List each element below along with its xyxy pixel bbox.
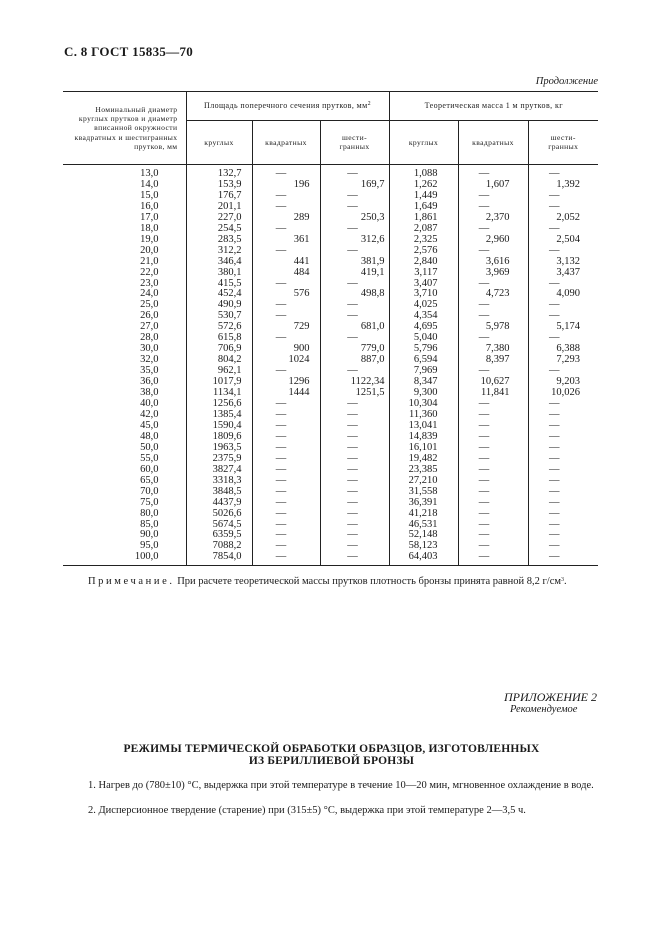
table-cell: — [252, 399, 320, 410]
table-cell: 75,0 [63, 498, 186, 509]
table-cell: — [458, 191, 528, 202]
table-cell: 5,978 [458, 322, 528, 333]
table-cell: — [320, 432, 389, 443]
table-cell: 312,6 [320, 235, 389, 246]
subheader-mass-hex-text: шести- гранных [548, 133, 579, 152]
subheader-area-hex [320, 120, 389, 164]
table-cell: — [252, 410, 320, 421]
table-cell: — [458, 421, 528, 432]
table-cell: — [458, 530, 528, 541]
table-cell: 42,0 [63, 410, 186, 421]
table-cell: — [549, 398, 560, 410]
table-cell: 7854,0 [186, 552, 252, 565]
table-cell: — [252, 421, 320, 432]
table-cell: 1963,5 [186, 443, 252, 454]
table-cell: — [549, 200, 560, 212]
table-cell: 484 [252, 268, 320, 279]
table-cell: — [549, 518, 560, 530]
table-cell: — [549, 277, 560, 289]
table-cell: 6359,5 [186, 530, 252, 541]
table-cell: 4437,9 [186, 498, 252, 509]
table-cell: 196 [252, 180, 320, 191]
table-row [63, 257, 598, 268]
table-cell: 80,0 [63, 509, 186, 520]
table-cell: — [320, 191, 389, 202]
table-cell: — [458, 165, 528, 180]
table-cell: 16,0 [63, 202, 186, 213]
table-cell: 1017,9 [186, 377, 252, 388]
table-cell: 18,0 [63, 224, 186, 235]
paragraph-item-2: 2. Дисперсионное твердение (старение) при (315±5) °С, выдержка при этой температуре 2—3,5 ч. [88, 805, 526, 816]
table-cell: 6,388 [556, 343, 581, 355]
table-cell: 27,0 [63, 322, 186, 333]
table-cell: 419,1 [320, 268, 389, 279]
table-row [63, 509, 598, 520]
note-superscript: 3 [561, 577, 565, 583]
table-cell: 14,839 [389, 432, 458, 443]
table-cell: 25,0 [63, 300, 186, 311]
table-cell: 1385,4 [186, 410, 252, 421]
table-cell: 706,9 [186, 344, 252, 355]
table-cell: — [320, 465, 389, 476]
table-cell: 10,627 [458, 377, 528, 388]
table-cell: — [458, 454, 528, 465]
note-text: При расчете теоретической массы прутков плотность бронзы принята равной 8,2 г/см [174, 576, 562, 587]
table-cell: 3,437 [556, 266, 581, 278]
table-cell: 5,040 [389, 333, 458, 344]
table-cell: — [458, 498, 528, 509]
table-body [63, 165, 598, 566]
note-end: . [564, 576, 567, 587]
table-cell: — [320, 165, 389, 180]
table-cell: — [320, 530, 389, 541]
subheader-area-square: квадратных [252, 120, 320, 164]
table-cell: 415,5 [186, 279, 252, 290]
table-cell: — [549, 189, 560, 201]
table-cell: — [252, 279, 320, 290]
table-cell: 4,354 [389, 311, 458, 322]
table-cell: — [458, 552, 528, 565]
table-cell: — [549, 419, 560, 431]
table-cell: 55,0 [63, 454, 186, 465]
table-cell: — [549, 222, 560, 234]
table-cell: 176,7 [186, 191, 252, 202]
table-cell: 100,0 [63, 552, 186, 565]
table-cell: 4,025 [389, 300, 458, 311]
table-cell: 7,380 [458, 344, 528, 355]
table-cell: 41,218 [389, 509, 458, 520]
table-cell: — [458, 443, 528, 454]
table-cell: 441 [252, 257, 320, 268]
table-cell: 27,210 [389, 476, 458, 487]
table-cell: — [458, 224, 528, 235]
table-cell: 8,347 [389, 377, 458, 388]
table-cell: — [458, 509, 528, 520]
table-cell: 46,531 [389, 520, 458, 531]
table-cell: 452,4 [186, 289, 252, 300]
table-cell: 3,710 [389, 289, 458, 300]
table-cell: — [458, 333, 528, 344]
table-cell: — [458, 202, 528, 213]
table-cell: 23,0 [63, 279, 186, 290]
table-cell: 16,101 [389, 443, 458, 454]
table-cell: — [252, 311, 320, 322]
table-cell: 38,0 [63, 388, 186, 399]
table-cell: 40,0 [63, 399, 186, 410]
table-cell: 6,594 [389, 355, 458, 366]
table-cell: 10,026 [551, 387, 581, 399]
table-cell: 52,148 [389, 530, 458, 541]
table-cell: — [252, 246, 320, 257]
table-cell: 13,041 [389, 421, 458, 432]
table-cell: — [549, 507, 560, 519]
page-header: С. 8 ГОСТ 15835—70 [64, 44, 194, 59]
table-cell: 1,262 [389, 180, 458, 191]
subheader-area-round: круглых [186, 120, 252, 164]
table-cell: — [549, 408, 560, 420]
table-cell: 11,841 [458, 388, 528, 399]
section-heading-line2: ИЗ БЕРИЛЛИЕВОЙ БРОНЗЫ [248, 755, 415, 767]
table-cell: — [549, 540, 560, 552]
table-cell: 9,300 [389, 388, 458, 399]
table-cell: — [320, 476, 389, 487]
table-cell: — [458, 279, 528, 290]
table-cell: — [320, 311, 389, 322]
table-row [63, 552, 598, 565]
table-cell: 2375,9 [186, 454, 252, 465]
table-cell: 45,0 [63, 421, 186, 432]
table-cell: 13,0 [63, 165, 186, 180]
table-cell: 64,403 [389, 552, 458, 565]
table-cell: — [320, 552, 389, 565]
table-cell: — [320, 366, 389, 377]
section-heading [64, 743, 599, 767]
table-cell: — [320, 246, 389, 257]
table-cell: 250,3 [320, 213, 389, 224]
subheader-mass-hex [528, 120, 598, 164]
table-cell: 90,0 [63, 530, 186, 541]
table-cell: 50,0 [63, 443, 186, 454]
table-cell: 48,0 [63, 432, 186, 443]
table-cell: 26,0 [63, 311, 186, 322]
table-cell: — [252, 530, 320, 541]
table-cell: — [252, 191, 320, 202]
table-cell: 23,385 [389, 465, 458, 476]
table-cell: 2,052 [556, 211, 581, 223]
table-cell: 381,9 [320, 257, 389, 268]
continuation-label: Продолжение [535, 76, 598, 87]
table-cell: 35,0 [63, 366, 186, 377]
table-row [63, 498, 598, 509]
table-cell: — [458, 487, 528, 498]
table-row [63, 165, 598, 180]
table-cell: — [320, 224, 389, 235]
table-row [63, 246, 598, 257]
table-cell: 5,796 [389, 344, 458, 355]
table-cell: 1251,5 [320, 388, 389, 399]
table-cell: — [320, 300, 389, 311]
table-cell: — [458, 465, 528, 476]
table-cell: 14,0 [63, 180, 186, 191]
table-cell: 2,087 [389, 224, 458, 235]
table-cell: 24,0 [63, 289, 186, 300]
table-cell: 1590,4 [186, 421, 252, 432]
table-cell: 10,304 [389, 399, 458, 410]
table-cell: 95,0 [63, 541, 186, 552]
table-cell: 4,695 [389, 322, 458, 333]
subheader-mass-square: квадратных [458, 120, 528, 164]
table-cell: 22,0 [63, 268, 186, 279]
table-cell: — [320, 520, 389, 531]
table-note [88, 576, 567, 587]
table-cell: 17,0 [63, 213, 186, 224]
table-cell: 1,392 [556, 178, 581, 190]
table-row [63, 476, 598, 487]
table-cell: — [252, 224, 320, 235]
table-cell: 19,482 [389, 454, 458, 465]
table-cell: 8,397 [458, 355, 528, 366]
table-cell: — [252, 333, 320, 344]
table-cell: 132,7 [186, 165, 252, 180]
table-cell: 60,0 [63, 465, 186, 476]
table-cell: — [549, 244, 560, 256]
table-cell: 1122,34 [320, 377, 389, 388]
table-cell: — [458, 300, 528, 311]
table-cell: 312,2 [186, 246, 252, 257]
table-cell: — [320, 498, 389, 509]
table-cell: 36,0 [63, 377, 186, 388]
table-cell: 887,0 [320, 355, 389, 366]
table-cell: 3,407 [389, 279, 458, 290]
table-cell: 2,960 [458, 235, 528, 246]
table-cell: — [549, 463, 560, 475]
table-cell: — [549, 496, 560, 508]
table-cell: 1,088 [389, 165, 458, 180]
table-cell: — [458, 410, 528, 421]
table-row [63, 268, 598, 279]
table-cell: 4,723 [458, 289, 528, 300]
table-cell: 1,607 [458, 180, 528, 191]
table-cell: — [458, 311, 528, 322]
table-cell: 1809,6 [186, 432, 252, 443]
table-cell: 15,0 [63, 191, 186, 202]
table-cell: — [320, 410, 389, 421]
table-cell: 2,840 [389, 257, 458, 268]
table-cell: 3848,5 [186, 487, 252, 498]
table-cell: 900 [252, 344, 320, 355]
table-cell: — [252, 509, 320, 520]
table-cell: — [252, 443, 320, 454]
table-cell: 5,174 [556, 321, 581, 333]
table-cell: 576 [252, 289, 320, 300]
table-cell: 227,0 [186, 213, 252, 224]
table-cell: 32,0 [63, 355, 186, 366]
table-cell: — [252, 476, 320, 487]
table-cell: 7088,2 [186, 541, 252, 552]
table-cell: 1,649 [389, 202, 458, 213]
table-cell: 31,558 [389, 487, 458, 498]
table-cell: 380,1 [186, 268, 252, 279]
subheader-area-hex-text: шести- гранных [339, 133, 370, 152]
data-table [63, 91, 598, 566]
table-cell: — [320, 541, 389, 552]
table-cell: 615,8 [186, 333, 252, 344]
table-cell: 20,0 [63, 246, 186, 257]
table-cell: 361 [252, 235, 320, 246]
table-cell: 2,370 [458, 213, 528, 224]
table-cell: — [549, 452, 560, 464]
table-cell: 21,0 [63, 257, 186, 268]
table-cell: — [549, 474, 560, 486]
table-cell: 498,8 [320, 289, 389, 300]
table-cell: 1,861 [389, 213, 458, 224]
table-cell: 65,0 [63, 476, 186, 487]
table-cell: — [458, 476, 528, 487]
table-cell: — [458, 366, 528, 377]
table-cell: — [252, 520, 320, 531]
table-cell: 289 [252, 213, 320, 224]
table-cell: 5674,5 [186, 520, 252, 531]
table-cell: — [549, 168, 560, 179]
table-cell: — [549, 441, 560, 453]
table-cell: 779,0 [320, 344, 389, 355]
table-cell: — [252, 432, 320, 443]
table-cell: 201,1 [186, 202, 252, 213]
table-cell: 1134,1 [186, 388, 252, 399]
mass-group-header: Теоретическая масса 1 м прутков, кг [389, 92, 598, 121]
table-cell: 3,616 [458, 257, 528, 268]
table-cell: 490,9 [186, 300, 252, 311]
table-cell: 36,391 [389, 498, 458, 509]
appendix-title: ПРИЛОЖЕНИЕ 2 [504, 690, 597, 704]
table-cell: — [320, 202, 389, 213]
subheader-mass-round: круглых [389, 120, 458, 164]
table-cell: 2,576 [389, 246, 458, 257]
table-cell: 1444 [252, 388, 320, 399]
table-cell: 729 [252, 322, 320, 333]
table-cell: 681,0 [320, 322, 389, 333]
table-cell: 3,117 [389, 268, 458, 279]
table-cell: 28,0 [63, 333, 186, 344]
area-group-header-text: Площадь поперечного сечения прутков, мм [204, 101, 368, 111]
table-cell: — [458, 246, 528, 257]
table-cell: — [252, 366, 320, 377]
table-cell: 11,360 [389, 410, 458, 421]
table-cell: — [458, 541, 528, 552]
table-cell: — [252, 454, 320, 465]
table-cell: 1024 [252, 355, 320, 366]
table-cell: 283,5 [186, 235, 252, 246]
table-cell: — [549, 485, 560, 497]
table-cell: — [549, 365, 560, 377]
table-cell: — [320, 454, 389, 465]
table-cell: 962,1 [186, 366, 252, 377]
table-cell: 804,2 [186, 355, 252, 366]
table-cell: — [320, 399, 389, 410]
table-cell: 9,203 [556, 376, 581, 388]
table-cell: — [252, 465, 320, 476]
table-cell: 4,090 [556, 288, 581, 300]
appendix-subtitle: Рекомендуемое [510, 704, 578, 715]
table-bottom-rule [63, 565, 598, 566]
table-cell: — [320, 421, 389, 432]
table-cell: — [252, 202, 320, 213]
table-row [63, 487, 598, 498]
table-cell: — [549, 529, 560, 541]
table-cell: 3827,4 [186, 465, 252, 476]
table-cell: — [458, 520, 528, 531]
table-cell: 3318,3 [186, 476, 252, 487]
table-cell: 5026,6 [186, 509, 252, 520]
table-cell: 58,123 [389, 541, 458, 552]
table-cell: 2,504 [556, 233, 581, 245]
table-cell: — [252, 541, 320, 552]
table-cell: — [320, 279, 389, 290]
table-cell: 7,969 [389, 366, 458, 377]
table-cell: — [549, 332, 560, 344]
table-cell: 530,7 [186, 311, 252, 322]
table-cell: 3,132 [556, 255, 581, 267]
table-cell: — [320, 333, 389, 344]
table-cell: 153,9 [186, 180, 252, 191]
table-cell: 70,0 [63, 487, 186, 498]
table-cell: 1256,6 [186, 399, 252, 410]
table-cell: 30,0 [63, 344, 186, 355]
table-cell: 7,293 [556, 354, 581, 366]
paragraph-item-1: 1. Нагрев до (780±10) °С, выдержка при этой температуре в течение 10—20 мин, мгновенное охлаждение в воде. [88, 780, 594, 791]
table-cell: 1296 [252, 377, 320, 388]
table-cell: 85,0 [63, 520, 186, 531]
table-cell: — [549, 299, 560, 311]
table-cell: — [252, 300, 320, 311]
table-cell: — [458, 399, 528, 410]
table-cell: — [320, 443, 389, 454]
table-cell: — [549, 551, 560, 563]
table-cell: — [252, 165, 320, 180]
table-cell: 572,6 [186, 322, 252, 333]
section-heading-line1: РЕЖИМЫ ТЕРМИЧЕСКОЙ ОБРАБОТКИ ОБРАЗЦОВ, ИЗГОТОВЛЕННЫХ [123, 743, 540, 755]
table-cell: 1,449 [389, 191, 458, 202]
table-cell: — [252, 498, 320, 509]
table-cell: — [458, 432, 528, 443]
table-cell: 19,0 [63, 235, 186, 246]
area-group-header [186, 92, 389, 121]
table-cell: 2,325 [389, 235, 458, 246]
table-cell: — [320, 487, 389, 498]
table-cell: 346,4 [186, 257, 252, 268]
area-unit-superscript: 2 [367, 101, 371, 108]
note-label: Примечание. [88, 576, 175, 587]
table-cell: — [252, 552, 320, 565]
table-cell: — [549, 310, 560, 322]
table-cell: — [252, 487, 320, 498]
table-cell: 254,5 [186, 224, 252, 235]
diameter-column-header: Номинальный диаметр круглых прутков и диаметр вписанной окружности квадратных и шестигранных прутков, мм [63, 92, 186, 165]
table-cell: — [549, 430, 560, 442]
table-cell: 169,7 [320, 180, 389, 191]
table-cell: — [320, 509, 389, 520]
table-cell: 3,969 [458, 268, 528, 279]
